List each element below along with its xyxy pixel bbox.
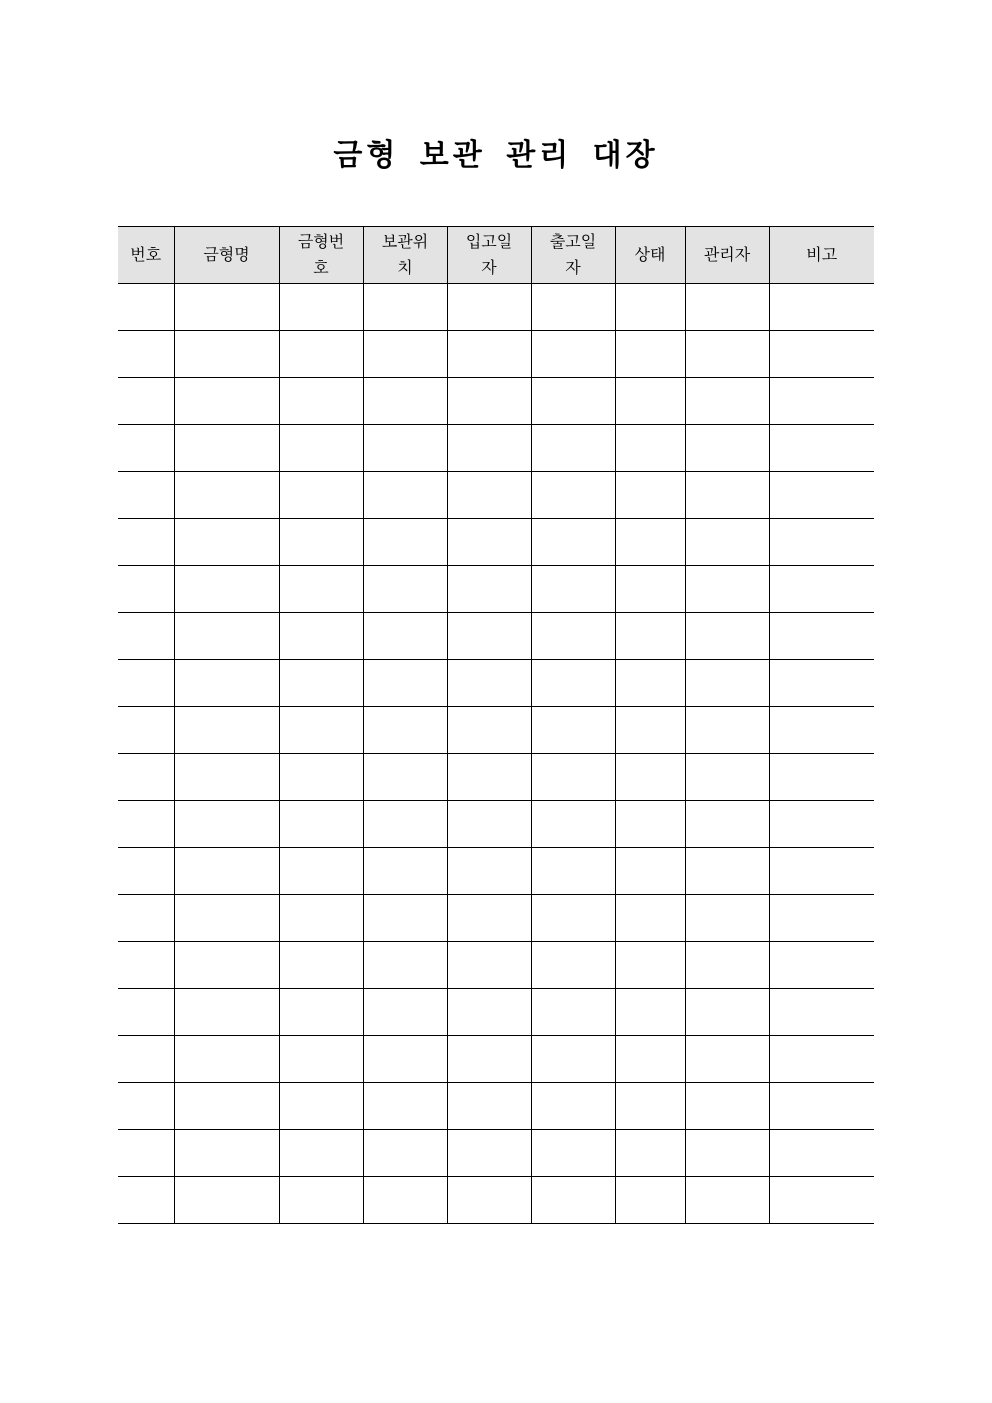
table-cell-storage-location[interactable] <box>363 425 447 472</box>
table-cell-storage-location[interactable] <box>363 519 447 566</box>
table-cell-status[interactable] <box>615 660 685 707</box>
table-cell-storage-location[interactable] <box>363 1130 447 1177</box>
table-cell-remarks[interactable] <box>769 613 874 660</box>
table-cell-storage-location[interactable] <box>363 801 447 848</box>
table-cell-out-date[interactable] <box>531 1130 615 1177</box>
table-cell-mold-number[interactable] <box>279 989 363 1036</box>
table-cell-storage-location[interactable] <box>363 660 447 707</box>
table-cell-mold-name[interactable] <box>174 848 279 895</box>
table-cell-status[interactable] <box>615 566 685 613</box>
table-cell-remarks[interactable] <box>769 989 874 1036</box>
table-row <box>118 425 874 472</box>
table-cell-out-date[interactable] <box>531 989 615 1036</box>
table-cell-mold-name[interactable] <box>174 895 279 942</box>
table-cell-remarks[interactable] <box>769 1130 874 1177</box>
table-cell-manager[interactable] <box>685 707 769 754</box>
table-cell-mold-name[interactable] <box>174 284 279 331</box>
table-cell-out-date[interactable] <box>531 801 615 848</box>
table-cell-status[interactable] <box>615 801 685 848</box>
table-cell-mold-name[interactable] <box>174 942 279 989</box>
table-cell-no[interactable] <box>118 1036 174 1083</box>
table-cell-no[interactable] <box>118 660 174 707</box>
table-cell-remarks[interactable] <box>769 848 874 895</box>
table-cell-no[interactable] <box>118 613 174 660</box>
table-cell-out-date[interactable] <box>531 566 615 613</box>
table-cell-status[interactable] <box>615 989 685 1036</box>
table-cell-remarks[interactable] <box>769 284 874 331</box>
table-cell-no[interactable] <box>118 707 174 754</box>
table-cell-no[interactable] <box>118 331 174 378</box>
table-cell-remarks[interactable] <box>769 472 874 519</box>
table-row <box>118 895 874 942</box>
table-cell-manager[interactable] <box>685 1083 769 1130</box>
table-cell-manager[interactable] <box>685 895 769 942</box>
table-cell-mold-name[interactable] <box>174 1083 279 1130</box>
table-cell-mold-number[interactable] <box>279 378 363 425</box>
table-row <box>118 331 874 378</box>
column-header-storage-location: 보관위치 <box>363 227 447 284</box>
column-header-no: 번호 <box>118 227 174 284</box>
table-cell-in-date[interactable] <box>447 378 531 425</box>
table-cell-no[interactable] <box>118 378 174 425</box>
table-cell-mold-name[interactable] <box>174 472 279 519</box>
table-cell-no[interactable] <box>118 1177 174 1224</box>
table-cell-out-date[interactable] <box>531 472 615 519</box>
table-cell-mold-number[interactable] <box>279 1177 363 1224</box>
table-row <box>118 1177 874 1224</box>
table-cell-in-date[interactable] <box>447 613 531 660</box>
table-cell-no[interactable] <box>118 425 174 472</box>
table-cell-remarks[interactable] <box>769 1083 874 1130</box>
table-cell-storage-location[interactable] <box>363 895 447 942</box>
table-row <box>118 1130 874 1177</box>
table-cell-status[interactable] <box>615 425 685 472</box>
table-cell-manager[interactable] <box>685 1130 769 1177</box>
column-header-in-date: 입고일자 <box>447 227 531 284</box>
table-cell-in-date[interactable] <box>447 425 531 472</box>
table-cell-out-date[interactable] <box>531 707 615 754</box>
table-cell-status[interactable] <box>615 707 685 754</box>
table-cell-manager[interactable] <box>685 1177 769 1224</box>
table-cell-out-date[interactable] <box>531 848 615 895</box>
table-cell-storage-location[interactable] <box>363 331 447 378</box>
table-cell-in-date[interactable] <box>447 754 531 801</box>
table-cell-out-date[interactable] <box>531 1177 615 1224</box>
table-cell-mold-name[interactable] <box>174 660 279 707</box>
table-cell-manager[interactable] <box>685 472 769 519</box>
table-row <box>118 472 874 519</box>
table-cell-remarks[interactable] <box>769 378 874 425</box>
table-cell-no[interactable] <box>118 942 174 989</box>
table-cell-remarks[interactable] <box>769 566 874 613</box>
table-cell-no[interactable] <box>118 989 174 1036</box>
table-cell-mold-number[interactable] <box>279 1083 363 1130</box>
table-cell-status[interactable] <box>615 1130 685 1177</box>
table-cell-no[interactable] <box>118 566 174 613</box>
table-cell-storage-location[interactable] <box>363 472 447 519</box>
header-row <box>118 227 874 284</box>
column-header-mold-name: 금형명 <box>174 227 279 284</box>
table-cell-storage-location[interactable] <box>363 1177 447 1224</box>
table-cell-status[interactable] <box>615 1036 685 1083</box>
page-title: 금형 보관 관리 대장 <box>333 138 659 173</box>
table-cell-status[interactable] <box>615 848 685 895</box>
table-cell-out-date[interactable] <box>531 378 615 425</box>
table-cell-in-date[interactable] <box>447 707 531 754</box>
table-cell-out-date[interactable] <box>531 660 615 707</box>
table-cell-storage-location[interactable] <box>363 378 447 425</box>
table-cell-out-date[interactable] <box>531 1083 615 1130</box>
table-cell-mold-number[interactable] <box>279 707 363 754</box>
table-cell-remarks[interactable] <box>769 519 874 566</box>
table-cell-status[interactable] <box>615 1177 685 1224</box>
table-cell-in-date[interactable] <box>447 848 531 895</box>
table-cell-in-date[interactable] <box>447 895 531 942</box>
table-cell-status[interactable] <box>615 754 685 801</box>
table-cell-mold-name[interactable] <box>174 1036 279 1083</box>
table-cell-out-date[interactable] <box>531 425 615 472</box>
table-cell-in-date[interactable] <box>447 331 531 378</box>
table-cell-mold-name[interactable] <box>174 989 279 1036</box>
table-cell-manager[interactable] <box>685 989 769 1036</box>
table-cell-no[interactable] <box>118 895 174 942</box>
table-cell-in-date[interactable] <box>447 660 531 707</box>
table-cell-out-date[interactable] <box>531 754 615 801</box>
table-row <box>118 284 874 331</box>
table-cell-out-date[interactable] <box>531 613 615 660</box>
table-row <box>118 942 874 989</box>
table-cell-no[interactable] <box>118 801 174 848</box>
table-cell-status[interactable] <box>615 942 685 989</box>
table-cell-remarks[interactable] <box>769 1036 874 1083</box>
table-cell-manager[interactable] <box>685 566 769 613</box>
table-cell-mold-name[interactable] <box>174 519 279 566</box>
table-cell-mold-name[interactable] <box>174 425 279 472</box>
table-row <box>118 519 874 566</box>
table-cell-storage-location[interactable] <box>363 707 447 754</box>
table-cell-in-date[interactable] <box>447 1083 531 1130</box>
table-cell-status[interactable] <box>615 284 685 331</box>
table-cell-no[interactable] <box>118 284 174 331</box>
table-cell-status[interactable] <box>615 472 685 519</box>
table-cell-status[interactable] <box>615 378 685 425</box>
table-cell-remarks[interactable] <box>769 1177 874 1224</box>
table-cell-mold-number[interactable] <box>279 754 363 801</box>
column-header-status: 상태 <box>615 227 685 284</box>
table-cell-mold-number[interactable] <box>279 1130 363 1177</box>
table-row <box>118 378 874 425</box>
column-header-remarks: 비고 <box>769 227 874 284</box>
table-cell-out-date[interactable] <box>531 284 615 331</box>
table-cell-in-date[interactable] <box>447 942 531 989</box>
table-cell-in-date[interactable] <box>447 1036 531 1083</box>
table-row <box>118 754 874 801</box>
table-cell-remarks[interactable] <box>769 331 874 378</box>
mold-storage-ledger-table <box>118 226 874 1224</box>
table-cell-out-date[interactable] <box>531 1036 615 1083</box>
table-cell-manager[interactable] <box>685 942 769 989</box>
table-cell-status[interactable] <box>615 613 685 660</box>
table-cell-storage-location[interactable] <box>363 566 447 613</box>
table-cell-mold-name[interactable] <box>174 378 279 425</box>
table-cell-out-date[interactable] <box>531 331 615 378</box>
table-cell-mold-number[interactable] <box>279 942 363 989</box>
table-cell-no[interactable] <box>118 1130 174 1177</box>
table-cell-manager[interactable] <box>685 660 769 707</box>
table-cell-status[interactable] <box>615 331 685 378</box>
table-row <box>118 660 874 707</box>
column-header-manager: 관리자 <box>685 227 769 284</box>
table-cell-storage-location[interactable] <box>363 613 447 660</box>
table-cell-no[interactable] <box>118 848 174 895</box>
table-row <box>118 566 874 613</box>
table-cell-out-date[interactable] <box>531 519 615 566</box>
table-cell-status[interactable] <box>615 895 685 942</box>
table-cell-mold-number[interactable] <box>279 566 363 613</box>
table-cell-mold-number[interactable] <box>279 519 363 566</box>
table-cell-mold-name[interactable] <box>174 613 279 660</box>
table-cell-manager[interactable] <box>685 284 769 331</box>
table-cell-in-date[interactable] <box>447 801 531 848</box>
table-cell-storage-location[interactable] <box>363 942 447 989</box>
table-cell-storage-location[interactable] <box>363 1083 447 1130</box>
table-cell-mold-number[interactable] <box>279 801 363 848</box>
table-cell-storage-location[interactable] <box>363 1036 447 1083</box>
table-cell-out-date[interactable] <box>531 895 615 942</box>
table-cell-manager[interactable] <box>685 848 769 895</box>
table-row <box>118 707 874 754</box>
table-row <box>118 1036 874 1083</box>
table-cell-mold-number[interactable] <box>279 472 363 519</box>
table-cell-no[interactable] <box>118 519 174 566</box>
table-row <box>118 801 874 848</box>
table-row <box>118 1083 874 1130</box>
table-cell-manager[interactable] <box>685 519 769 566</box>
table-cell-mold-name[interactable] <box>174 707 279 754</box>
table-cell-storage-location[interactable] <box>363 848 447 895</box>
table-cell-mold-number[interactable] <box>279 660 363 707</box>
table-cell-manager[interactable] <box>685 801 769 848</box>
table-cell-in-date[interactable] <box>447 1130 531 1177</box>
table-cell-mold-name[interactable] <box>174 1177 279 1224</box>
table-row <box>118 613 874 660</box>
table-cell-manager[interactable] <box>685 754 769 801</box>
table-cell-storage-location[interactable] <box>363 754 447 801</box>
table-cell-mold-number[interactable] <box>279 613 363 660</box>
table-cell-mold-number[interactable] <box>279 848 363 895</box>
table-cell-remarks[interactable] <box>769 660 874 707</box>
table-cell-mold-number[interactable] <box>279 425 363 472</box>
ledger-body <box>118 284 874 1224</box>
table-cell-in-date[interactable] <box>447 1177 531 1224</box>
table-cell-mold-number[interactable] <box>279 895 363 942</box>
column-header-out-date: 출고일자 <box>531 227 615 284</box>
table-cell-remarks[interactable] <box>769 425 874 472</box>
table-cell-storage-location[interactable] <box>363 284 447 331</box>
table-cell-in-date[interactable] <box>447 566 531 613</box>
table-cell-status[interactable] <box>615 519 685 566</box>
table-cell-mold-name[interactable] <box>174 331 279 378</box>
table-cell-in-date[interactable] <box>447 519 531 566</box>
table-cell-remarks[interactable] <box>769 707 874 754</box>
table-cell-mold-name[interactable] <box>174 1130 279 1177</box>
table-cell-remarks[interactable] <box>769 801 874 848</box>
table-cell-mold-number[interactable] <box>279 331 363 378</box>
table-cell-in-date[interactable] <box>447 284 531 331</box>
table-cell-mold-number[interactable] <box>279 1036 363 1083</box>
table-cell-mold-name[interactable] <box>174 754 279 801</box>
table-cell-remarks[interactable] <box>769 895 874 942</box>
table-cell-storage-location[interactable] <box>363 989 447 1036</box>
table-cell-no[interactable] <box>118 472 174 519</box>
table-cell-mold-number[interactable] <box>279 284 363 331</box>
table-cell-in-date[interactable] <box>447 989 531 1036</box>
table-cell-no[interactable] <box>118 754 174 801</box>
table-cell-in-date[interactable] <box>447 472 531 519</box>
table-row <box>118 848 874 895</box>
table-cell-out-date[interactable] <box>531 942 615 989</box>
table-row <box>118 989 874 1036</box>
table-cell-manager[interactable] <box>685 1036 769 1083</box>
table-cell-remarks[interactable] <box>769 754 874 801</box>
table-cell-mold-name[interactable] <box>174 566 279 613</box>
table-cell-mold-name[interactable] <box>174 801 279 848</box>
column-header-mold-number: 금형번호 <box>279 227 363 284</box>
table-cell-manager[interactable] <box>685 425 769 472</box>
table-cell-manager[interactable] <box>685 613 769 660</box>
table-cell-manager[interactable] <box>685 331 769 378</box>
table-cell-manager[interactable] <box>685 378 769 425</box>
table-cell-no[interactable] <box>118 1083 174 1130</box>
table-cell-remarks[interactable] <box>769 942 874 989</box>
table-cell-status[interactable] <box>615 1083 685 1130</box>
